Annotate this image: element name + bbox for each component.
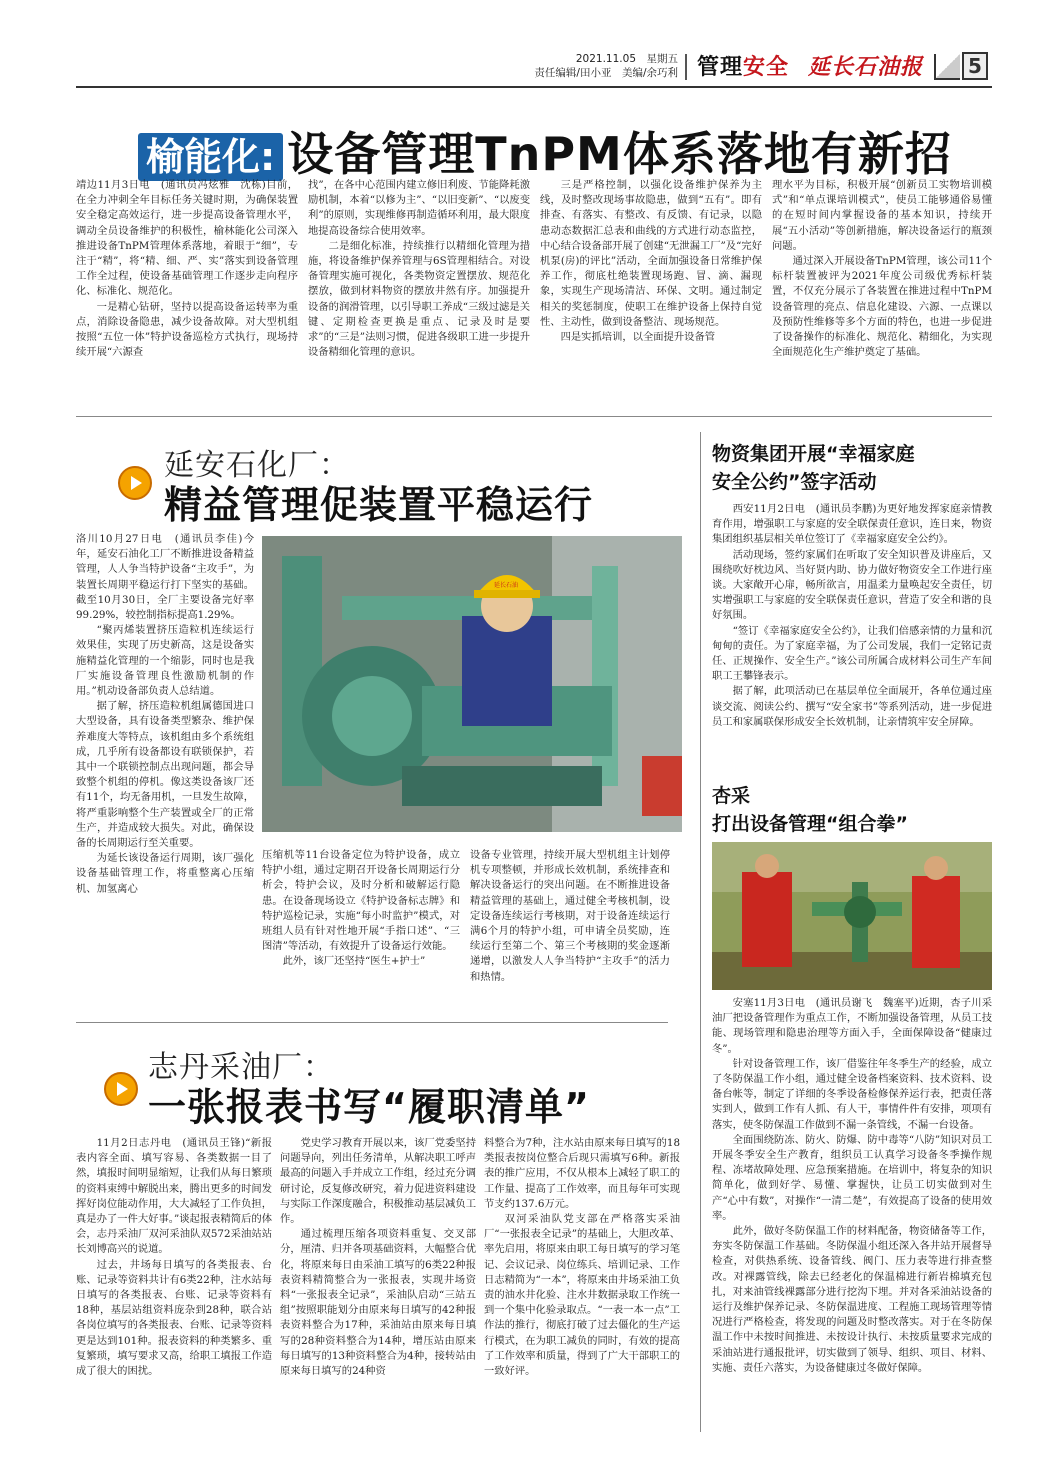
side2-body: 安塞11月3日电 (通讯员谢飞 魏塞平)近期，杏子川采油厂把设备管理作为重点工作，不断加强设备管理，从员工技能、现场管理和隐患治理等方面入手，全面保障设备“健康过冬”。 针对设备管理工作，该厂借鉴往年冬季生产的经验，成立了冬防保温工作小组，通过健全设备档案资料、技术资料、设备台帐等，制定了详细的冬季设备检修保养运行表，把责任落实到人，做到工作有人抓、有人干，事情件件有安排，项项有落实，使冬防保温工作做到不漏一条管线，不漏一台设备。 全面围绕防冻、防火、防爆、防中毒等“八防”知识对员工开展冬季安全生产教育，组织员工认真学习设备冬季操作规程、冻堵故障处理、应急预案措施。在培训中，将复杂的知识简单化，做到好学、易懂、掌握快，让员工切实做到对生产“心中有数”，对操作“一清二楚”，有效提高了设备的使用效率。 此外，做好冬防保温工作的材料配备，物资储备等工作，夯实冬防保温工作基础。冬防保温小组还深入各井站开展督导检查，对供热系统、设备管线、阀门、压力表等进行排查整改。对裸露管线，除去已经老化的保温棉进行新岩棉填充包扎，对来油管线裸露部分进行挖沟下埋。并对各采油站设备的运行及维护保养记录、冬防保温进度、工程施工现场管理等情况进行严格检查，将发现的问题及时整改落实。对于在冬防保温工作中未按时间推进、未按设计执行、未按质量要求完成的采油站进行通报批评，切实做到了领导、组织、项目、材料、实施、责任六落实，为设备健康过冬做好保障。 [712,997,992,1374]
top-article-col1: 靖边11月3日电 (通讯员冯炫雅 沈栋)目前，在全力冲刺全年目标任务关键时期，为确保装置安全稳定高效运行，进一步提高设备管理水平，调动全员设备维护的积极性，榆林能化公司深入推进设备TnPM管理体系落地，着眼于“细”，专注于“精”，将“精、细、严、实”落实到设备管理工作全过程，使设备基础管理工作逐步走向程序化、标准化、规范化。 一是精心钻研，坚持以提高设备运转率为重点，消除设备隐患，减少设备故障。对大型机组按照“五位一体”特护设备巡检方式执行，现场持续开展“六源查 [76,179,298,359]
section-divider-1 [76,416,992,417]
header-rule [76,86,992,88]
play-icon-2 [104,1072,138,1106]
top-headline [138,118,952,184]
side1-headline: 物资集团开展“幸福家庭 安全公约”签字活动 [712,443,915,493]
side1-body: 西安11月2日电 (通讯员李鹏)为更好地发挥家庭亲情教育作用，增强职工与家庭的安全联保责任意识，连日来，物资集团组织基层相关单位签订了《幸福家庭安全公约》。 活动现场，签约家属们在听取了安全知识普及讲座后，又围绕吹好枕边风、当好贤内助、协力做好物资安全工作进行座谈。大家敞开心扉，畅所欲言，用温柔力量唤起安全责任，切实增强职工与家庭的安全联保责任意识，营造了安全和谐的良好氛围。 “签订《幸福家庭安全公约》，让我们倍感亲情的力量和沉甸甸的责任。为了家庭幸福，为了公司发展，我们一定铭记责任、正规操作、安全生产。”该公司所属合成材料公司生产车间职工王攀锋表示。 据了解，此项活动已在基层单位全面展开，各单位通过座谈交流、阅读公约、撰写“安全家书”等系列活动，进一步促进员工和家属联保形成安全长效机制，让亲情筑牢安全屏障。 [712,503,992,728]
article3-headline: 一张报表书写“履职清单” [148,1085,590,1129]
article3-col3: 料整合为7种，注水站由原来每日填写的18类报表按岗位整合后现只需填写6种。新报表的推广应用，不仅从根本上减轻了职工的工作量、提高了工作效率，而且每年可实现节支约137.6万元。 双河采油队党支部在严格落实采油厂“一张报表全记录”的基础上，大胆改革、率先启用，将原来由职工每日填写的学习笔记、会议记录、岗位练兵、培训记录、工作日志精简为“一本”，将原来由井场采油工负责的油水井化验、注水井数据录取工作统一到一个集中化验录取点。“一表一本一点”工作法的推行，彻底打破了过去僵化的生产运行模式，在为职工减负的同时，有效的提高了工作效率和质量，得到了广大干部职工的一致好评。 [484,1137,680,1378]
oilfield-photo [712,842,992,990]
article3-kicker: 志丹采油厂： [148,1050,334,1085]
article3-col1: 11月2日志丹电 (通讯员王锋)“新报表内容全面、填写容易、各类数据一目了然，填报时间明显缩短，让我们从每日繁琐的资料束缚中解脱出来，腾出更多的时间发挥好岗位能动作用，大大减轻了工作负担，真是办了一件大好事。”谈起报表精简后的体会，志丹采油厂双河采油队双572采油站站长刘博高兴的说道。 过去，井场每日填写的各类报表、台账、记录等资料共计有6类22种，注水站每日填写的各类报表、台账、记录等资料有18种，基层站组资料庞杂到28种，联合站各岗位填写的各类报表、台账、记录等资料更是达到101种。报表资料的种类繁多、重复繁琐，填写要求又高，给职工填报工作造成了很大的困扰。 [76,1137,272,1378]
top-headline-tag: 榆能化: [138,133,283,181]
article2-headline: 精益管理促装置平稳运行 [164,483,594,527]
helmet-logo-text: 延长石油 [494,582,519,589]
issue-date: 2021.11.05 星期五 [575,53,678,65]
sidebar-divider [700,432,701,1432]
top-article-col2: 找”，在各中心范围内建立修旧利废、节能降耗激励机制，本着“以修为主”、“以旧变新”、“以废变利”的原则，实现维修再制造循环利用，最大限度地提高设备综合使用效率。 二是细化标准，持续推行以精细化管理为措施，将设备维护保养管理与6S管理相结合。对设备管理实施可视化，各类物资定置摆放、规范化摆放，做到材料物资的摆放井然有序。加强提升设备的润滑管理，以引导职工养成“三级过滤是关键、定期检查更换是重点、记录及时是要求”的“三是”法则习惯，促进各级职工进一步提升设备精细化管理的意识。 [308,179,530,359]
editor-credit: 责任编辑/田小亚 美编/余巧利 [534,67,678,79]
top-headline-text: 设备管理TnPM体系落地有新招 [287,127,952,181]
worker-photo [262,536,682,832]
section-divider-2 [76,1022,668,1023]
header-divider-dot [685,54,687,80]
section-name: 管理安全 [697,55,790,80]
article2-col2: 压缩机等11台设备定位为特护设备，成立特护小组，通过定期召开设备长周期运行分析会，特护会议，及时分析和破解运行隐患。在设备现场设立《特护设备标志牌》和特护巡检记录，实施“每小时监护”模式，对班组人员有针对性地开展“手指口述”、“三图清”等活动，有效提升了设备运行效能。 此外，该厂还坚持“医生+护士” [262,849,460,968]
top-article-col4: 理水平为目标，积极开展“创新员工实物培训模式”和“单点课培训模式”，使员工能够通俗易懂的在短时间内掌握设备的基本知识，持续开展“五小活动”等创新措施，解决设备运行的瓶颈问题。 通过深入开展设备TnPM管理，该公司11个标杆装置被评为2021年度公司级优秀标杆装置，不仅充分展示了各装置在推进过程中TnPM设备管理的亮点、信息化建设、六源、一点课以及预防性维修等多个方面的特色，也进一步促进了设备操作的标准化、规范化、精细化，为实现全面规范化生产维护奠定了基础。 [772,179,992,359]
top-article-col3: 三是严格控制，以强化设备维护保养为主线，及时整改现场事故隐患，做到“五有”。即有排查、有落实、有整改、有反馈、有记录，以隐患动态数据汇总表和曲线的方式进行动态监控，中心结合设备部开展了创建“无泄漏工厂”及“完好机泵(房)的评比”活动，全面加强设备日常维护保养工作，彻底杜绝装置现场跑、冒、滴、漏现象，实现生产现场清洁、环保、文明。通过制定相关的奖惩制度，使职工在维护设备上保持自觉性、主动性，做到设备整洁、现场规范。 四是实抓培训，以全面提升设备管 [540,179,762,344]
article2-col3: 设备专业管理，持续开展大型机组主计划停机专项整顿，并形成长效机制，系统排查和解决设备运行的突出问题。在不断推进设备精益管理的基础上，通过健全考核机制，设定设备连续运行考核期，对于设备连续运行满6个月的特护小组，可申请全员奖励，连续运行至第二个、第三个考核期的奖金逐渐递增，以激发人人争当特护“主攻手”的活力和热情。 [470,849,670,983]
side2-headline: 杏采 打出设备管理“组合拳” [712,785,908,835]
article3-col2: 党史学习教育开展以来，该厂党委坚持问题导向，列出任务清单，从解决职工呼声最高的问题入手并成立工作组，经过充分调研讨论，反复修改研究，着力促进资料建设与实际工作深度融合，积极推动基层减负工作。 通过梳理压缩各项资料重复、交叉部分，厘清、归并各项基础资料，大幅整合优化，将原来每日由采油工填写的6类22种报表资料精简整合为一张报表，实现井场资料“一张报表全记录”，采油队启动“三站五组”按照职能划分由原来每日填写的42种报表资料整合为17种，采油站由原来每日填写的28种资料整合为14种，增压站由原来每日填写的13种资料整合为4种，接转站由原来每日填写的24种资 [280,1137,476,1378]
page-number: 5 [962,52,988,80]
play-icon [118,466,152,500]
newspaper-logo: 延长石油报 [808,54,924,80]
corner-mark-icon [934,54,960,80]
article2-col1: 洛川10月27日电 (通讯员李佳)今年，延安石油化工厂不断推进设备精益管理，人人争当特护设备“主攻手”，为装置长周期平稳运行打下坚实的基础。截至10月30日，全厂主要设备完好率99.29%，较控制指标提高1.29%。 “聚丙烯装置挤压造粒机连续运行效果佳，实现了历史新高，这是设备实施精益化管理的一个缩影，同时也是我厂实施设备管理良性激励机制的作用。”机动设备部负责人总结道。 据了解，挤压造粒机组属德国进口大型设备，具有设备类型繁杂、维护保养难度大等特点，该机组由多个系统组成，几乎所有设备都设有联锁保护，若其中一个联锁控制点出现问题，都会导致整个机组的停机。像这类设备该厂还有11个，均无备用机，一旦发生故障，将严重影响整个生产装置或全厂的正常生产，并造成较大损失。对此，确保设备的长周期运行至关重要。 为延长该设备运行周期，该厂强化设备基础管理工作，将重整离心压缩机、加氢离心 [76,533,254,895]
article2-kicker: 延安石化厂： [164,448,350,483]
